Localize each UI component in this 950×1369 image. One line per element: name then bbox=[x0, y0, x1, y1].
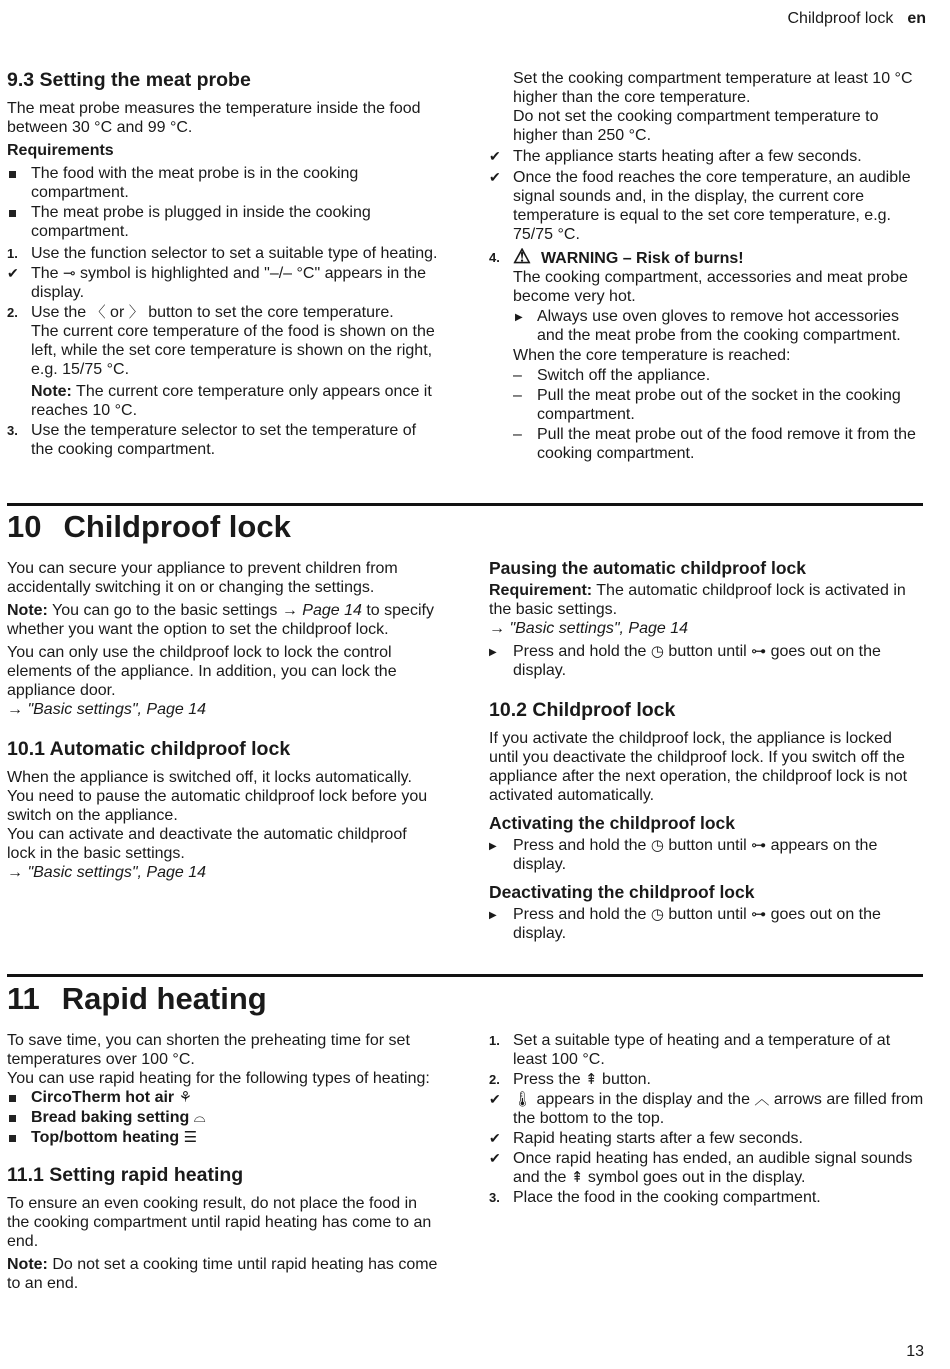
ch10-left bbox=[7, 559, 439, 886]
childproof-lock-icon: ⊶ bbox=[751, 643, 767, 660]
pause-title: Pausing the automatic childproof lock bbox=[489, 558, 806, 578]
chapter-10-title: 10 Childproof lock bbox=[7, 509, 291, 544]
result-2b: ✔ Rapid heating starts after a few seconds. bbox=[489, 1130, 803, 1147]
bread-icon: ⌓ bbox=[193, 1109, 206, 1126]
s93-note: Note: The current core temperature only appears once it reaches 10 °C. bbox=[31, 383, 432, 419]
list-item: CircoTherm hot air ⚘ bbox=[7, 1088, 439, 1107]
link-basic-settings[interactable]: → "Basic settings", Page 14 bbox=[7, 701, 207, 718]
childproof-lock-icon: ⊶ bbox=[751, 837, 767, 854]
s93-right bbox=[489, 69, 925, 464]
s101-title: 10.1 Automatic childproof lock bbox=[7, 738, 291, 760]
result-2a: ✔ 🌡︎ appears in the display and the ︿ arrows are filled from the bottom to the top. bbox=[489, 1091, 924, 1127]
thermometer-icon: 🌡︎ bbox=[513, 1091, 533, 1108]
list-item: The food with the meat probe is in the cooking compartment. bbox=[7, 164, 439, 202]
result-1: ✔ The ⊸ symbol is highlighted and "–/– °C" appears in the display. bbox=[7, 265, 426, 301]
ch10-right bbox=[489, 558, 925, 944]
step-2: 2. Use the 〈 or 〉 button to set the core temperature. The current core temperature of the food is shown on the left, while the set core temperature is shown on the right, e.g. 15/75 °C. bbox=[7, 304, 435, 378]
deactivate-title: Deactivating the childproof lock bbox=[489, 882, 755, 902]
step-3-detail: Set the cooking compartment temperature at least 10 °C higher than the core temperature. Do not set the cooking compartment temperature to higher than 250 °C. bbox=[513, 70, 913, 144]
ch11-p2: You can use rapid heating for the following types of heating: bbox=[7, 1070, 430, 1087]
list-item: – Switch off the appliance. bbox=[513, 367, 711, 384]
activate-title: Activating the childproof lock bbox=[489, 813, 735, 833]
ch11-right bbox=[489, 1031, 925, 1208]
warning-icon: ⚠ bbox=[513, 246, 531, 268]
rapid-heating-icon: ⇞ bbox=[585, 1071, 598, 1088]
ch11-note: Note: Do not set a cooking time until rapid heating has come to an end. bbox=[7, 1256, 438, 1292]
chapter-divider bbox=[7, 974, 923, 977]
step-2: 2. Press the ⇞ button. bbox=[489, 1071, 651, 1088]
childproof-lock-icon: ⊶ bbox=[751, 906, 767, 923]
activate-action: ▶ Press and hold the ◷ button until ⊶ appears on the display. bbox=[489, 837, 878, 873]
s111-title: 11.1 Setting rapid heating bbox=[7, 1164, 244, 1186]
chevron-left-icon: 〈 bbox=[90, 304, 106, 321]
page-number: 13 bbox=[906, 1343, 924, 1360]
s93-req-title: Requirements bbox=[7, 142, 114, 159]
list-item: Bread baking setting ⌓ bbox=[7, 1108, 439, 1127]
header-section: Childproof lock bbox=[787, 10, 894, 27]
ch11-left bbox=[7, 1031, 439, 1297]
ch10-intro: You can secure your appliance to prevent children from accidentally switching it on or changing the settings. bbox=[7, 560, 398, 596]
step-3: 3. Use the temperature selector to set the temperature of the cooking compartment. bbox=[7, 422, 417, 458]
step-3: 3. Place the food in the cooking compartment. bbox=[489, 1189, 821, 1206]
s101-p2: You can activate and deactivate the automatic childproof lock in the basic settings. bbox=[7, 826, 407, 862]
top-bottom-heating-icon: ☰ bbox=[183, 1129, 198, 1146]
pause-action: ▶ Press and hold the ◷ button until ⊶ goes out on the display. bbox=[489, 643, 881, 679]
step-4-warning: 4. ⚠ WARNING – Risk of burns! The cooking compartment, accessories and meat probe become very hot. bbox=[489, 246, 908, 305]
arrow-up-icon: ︿ bbox=[754, 1091, 770, 1108]
when-reached: When the core temperature is reached: bbox=[513, 347, 791, 364]
chapter-divider bbox=[7, 503, 923, 506]
s102-p: If you activate the childproof lock, the appliance is locked until you deactivate the childproof lock. If you switch off the appliance after the next operation, the childproof lock is not activated automatically. bbox=[489, 730, 908, 804]
pause-requirement: Requirement: The automatic childproof lock is activated in the basic settings. bbox=[489, 582, 906, 618]
fan-icon: ⚘ bbox=[178, 1089, 193, 1106]
result-2c: ✔ Once rapid heating has ended, an audible signal sounds and the ⇞ symbol goes out in the display. bbox=[489, 1150, 913, 1186]
ch11-p1: To save time, you can shorten the preheating time for set temperatures over 100 °C. bbox=[7, 1032, 410, 1068]
s111-p: To ensure an even cooking result, do not place the food in the cooking compartment until rapid heating has come to an end. bbox=[7, 1195, 432, 1250]
clock-icon: ◷ bbox=[650, 643, 664, 660]
meat-probe-icon: ⊸ bbox=[63, 265, 76, 282]
s102-title: 10.2 Childproof lock bbox=[489, 699, 676, 721]
list-item: – Pull the meat probe out of the socket in the cooking compartment. bbox=[513, 387, 901, 423]
s93-left bbox=[7, 68, 439, 460]
ch10-note: Note: You can go to the basic settings → Page 14 to specify whether you want the option to set the childproof lock. bbox=[7, 602, 434, 638]
deactivate-action: ▶ Press and hold the ◷ button until ⊶ goes out on the display. bbox=[489, 906, 881, 942]
rapid-heating-icon: ⇞ bbox=[570, 1169, 584, 1186]
running-header bbox=[788, 10, 927, 28]
clock-icon: ◷ bbox=[650, 837, 664, 854]
list-item: Top/bottom heating ☰ bbox=[7, 1128, 439, 1147]
ch10-p2: You can only use the childproof lock to lock the control elements of the appliance. In addition, you can lock the appliance door. bbox=[7, 644, 397, 699]
list-item: – Pull the meat probe out of the food remove it from the cooking compartment. bbox=[513, 426, 916, 462]
result-3a: ✔ The appliance starts heating after a few seconds. bbox=[489, 148, 862, 165]
s93-title: 9.3 Setting the meat probe bbox=[7, 69, 251, 91]
step-1: 1. Use the function selector to set a suitable type of heating. bbox=[7, 245, 438, 262]
s101-p1: When the appliance is switched off, it locks automatically. You need to pause the automatic childproof lock before you switch on the appliance. bbox=[7, 769, 428, 824]
list-item: The meat probe is plugged in inside the cooking compartment. bbox=[7, 203, 439, 241]
s93-intro: The meat probe measures the temperature inside the food between 30 °C and 99 °C. bbox=[7, 100, 421, 136]
header-lang: en bbox=[907, 10, 926, 27]
link-basic-settings[interactable]: → "Basic settings", Page 14 bbox=[7, 864, 207, 881]
step-1: 1. Set a suitable type of heating and a temperature of at least 100 °C. bbox=[489, 1032, 891, 1068]
chevron-right-icon: 〉 bbox=[128, 304, 144, 321]
clock-icon: ◷ bbox=[650, 906, 664, 923]
chapter-11-title: 11 Rapid heating bbox=[7, 981, 267, 1016]
result-3b: ✔ Once the food reaches the core temperature, an audible signal sounds and, in the display, the current core temperature is equal to the set core temperature, e.g. 75/75 °C. bbox=[489, 169, 911, 243]
link-basic-settings[interactable]: → "Basic settings", Page 14 bbox=[489, 620, 689, 637]
warning-action: ▶ Always use oven gloves to remove hot accessories and the meat probe from the cooking compartment. bbox=[515, 308, 901, 344]
